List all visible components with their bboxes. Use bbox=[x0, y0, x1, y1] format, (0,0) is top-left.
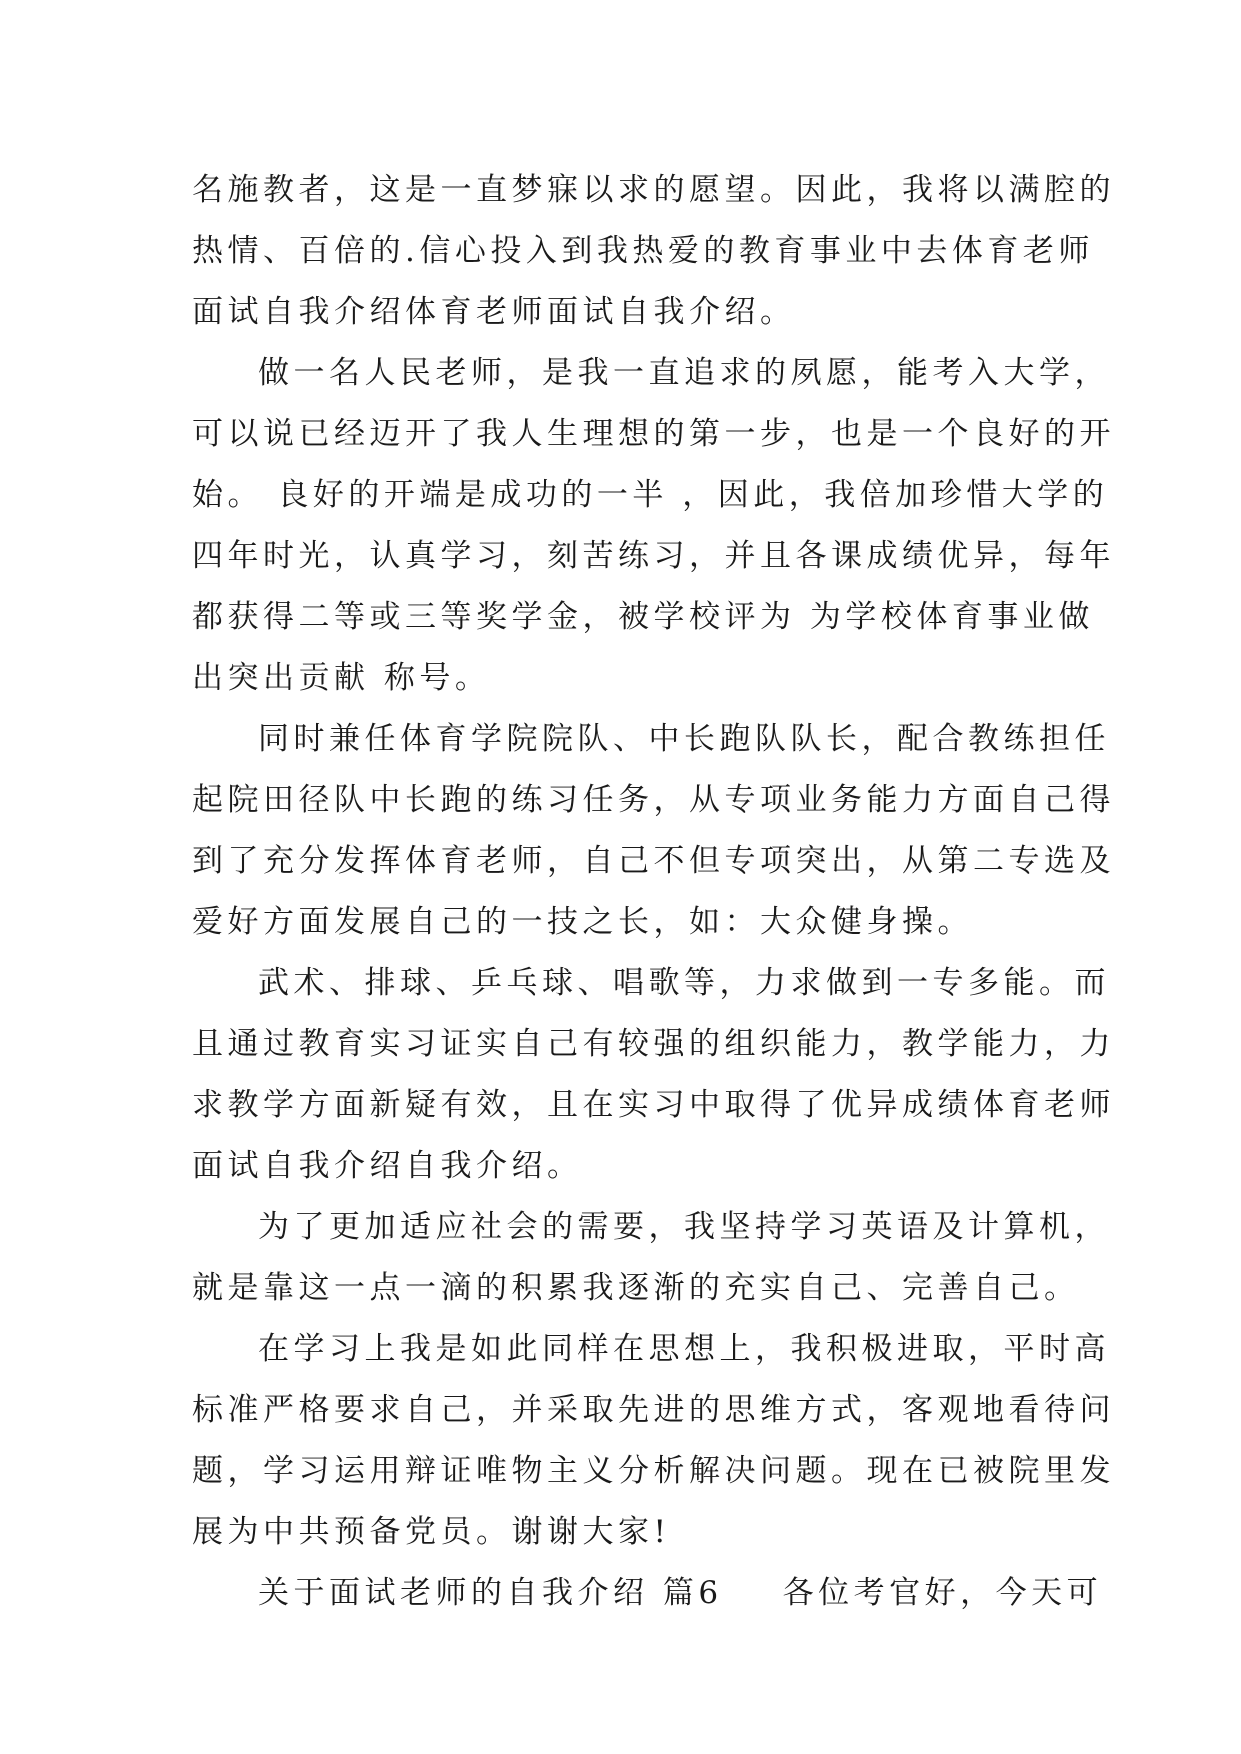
text-line: 题，学习运用辩证唯物主义分析解决问题。现在已被院里发 bbox=[192, 1453, 1115, 1489]
text-line: 面试自我介绍体育老师面试自我介绍。 bbox=[192, 294, 796, 330]
text-line: 爱好方面发展自己的一技之长，如：大众健身操。 bbox=[192, 904, 973, 940]
text-line: 名施教者，这是一直梦寐以求的愿望。因此，我将以满腔的 bbox=[192, 172, 1115, 208]
text-line: 始。 良好的开端是成功的一半 ，因此，我倍加珍惜大学的 bbox=[192, 477, 1109, 513]
document-body bbox=[192, 160, 1115, 1624]
text-line: 都获得二等或三等奖学金，被学校评为 为学校体育事业做 bbox=[192, 599, 1094, 635]
text-line: 求教学方面新疑有效，且在实习中取得了优异成绩体育老师 bbox=[192, 1087, 1115, 1123]
text-line: 出突出贡献 称号。 bbox=[192, 660, 491, 696]
text-line: 到了充分发挥体育老师，自己不但专项突出，从第二专选及 bbox=[192, 843, 1115, 879]
text-line: 起院田径队中长跑的练习任务，从专项业务能力方面自己得 bbox=[192, 782, 1115, 818]
text-line: 为了更加适应社会的需要，我坚持学习英语及计算机， bbox=[258, 1209, 1110, 1245]
text-line: 四年时光，认真学习，刻苦练习，并且各课成绩优异，每年 bbox=[192, 538, 1115, 574]
text-line: 同时兼任体育学院院队、中长跑队队长，配合教练担任 bbox=[258, 721, 1110, 757]
section-heading: 关于面试老师的自我介绍 篇6 bbox=[258, 1575, 723, 1611]
text-line: 可以说已经迈开了我人生理想的第一步，也是一个良好的开 bbox=[192, 416, 1115, 452]
text-line: 做一名人民老师，是我一直追求的夙愿，能考入大学， bbox=[258, 355, 1110, 391]
text-line: 展为中共预备党员。谢谢大家! bbox=[192, 1514, 671, 1550]
text-line: 热情、百倍的.信心投入到我热爱的教育事业中去体育老师 bbox=[192, 233, 1094, 269]
section-intro-text: 各位考官好，今天可 bbox=[782, 1575, 1103, 1611]
text-line: 标准严格要求自己，并采取先进的思维方式，客观地看待问 bbox=[192, 1392, 1115, 1428]
text-line: 在学习上我是如此同样在思想上，我积极进取，平时高 bbox=[258, 1331, 1110, 1367]
text-line: 且通过教育实习证实自己有较强的组织能力，教学能力，力 bbox=[192, 1026, 1115, 1062]
text-line: 武术、排球、乒乓球、唱歌等，力求做到一专多能。而 bbox=[258, 965, 1110, 1001]
section-heading-line bbox=[192, 1563, 1103, 1624]
text-line: 面试自我介绍自我介绍。 bbox=[192, 1148, 583, 1184]
text-line: 就是靠这一点一滴的积累我逐渐的充实自己、完善自己。 bbox=[192, 1270, 1080, 1306]
